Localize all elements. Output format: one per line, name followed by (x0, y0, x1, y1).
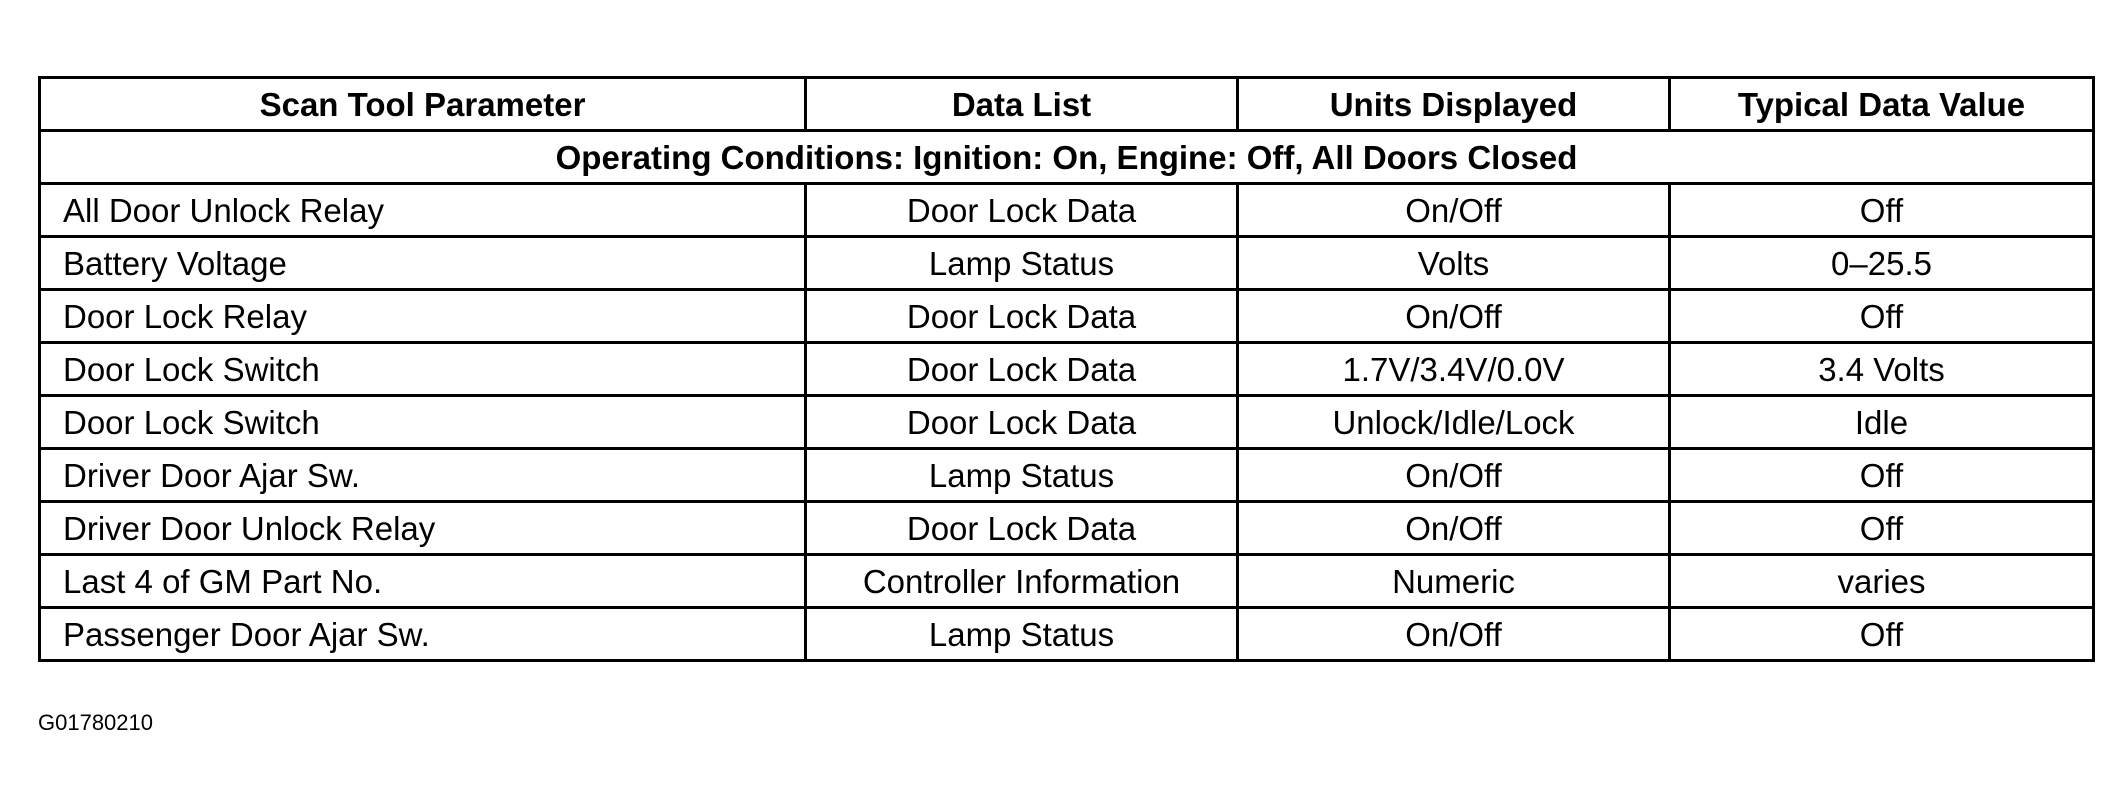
cell-units: On/Off (1238, 502, 1670, 555)
header-scan-tool-parameter: Scan Tool Parameter (40, 78, 806, 131)
cell-parameter: Passenger Door Ajar Sw. (40, 608, 806, 661)
table-row (40, 555, 2094, 608)
cell-parameter: All Door Unlock Relay (40, 184, 806, 237)
cell-data-list: Door Lock Data (806, 343, 1238, 396)
cell-parameter: Door Lock Relay (40, 290, 806, 343)
cell-data-list: Door Lock Data (806, 290, 1238, 343)
cell-typical-value: 0–25.5 (1670, 237, 2094, 290)
cell-parameter: Door Lock Switch (40, 343, 806, 396)
cell-data-list: Lamp Status (806, 237, 1238, 290)
table-row (40, 184, 2094, 237)
cell-data-list: Door Lock Data (806, 502, 1238, 555)
cell-typical-value: Off (1670, 290, 2094, 343)
cell-units: On/Off (1238, 290, 1670, 343)
cell-parameter: Battery Voltage (40, 237, 806, 290)
scan-tool-data-table (38, 76, 2095, 662)
cell-typical-value: 3.4 Volts (1670, 343, 2094, 396)
cell-typical-value: varies (1670, 555, 2094, 608)
cell-data-list: Lamp Status (806, 608, 1238, 661)
cell-typical-value: Idle (1670, 396, 2094, 449)
cell-data-list: Controller Information (806, 555, 1238, 608)
cell-typical-value: Off (1670, 449, 2094, 502)
cell-units: On/Off (1238, 608, 1670, 661)
cell-units: Volts (1238, 237, 1670, 290)
scan-tool-data-table-wrapper (38, 76, 2092, 662)
cell-units: Numeric (1238, 555, 1670, 608)
cell-units: On/Off (1238, 184, 1670, 237)
cell-data-list: Door Lock Data (806, 184, 1238, 237)
cell-typical-value: Off (1670, 184, 2094, 237)
header-typical-data-value: Typical Data Value (1670, 78, 2094, 131)
table-row (40, 608, 2094, 661)
header-data-list: Data List (806, 78, 1238, 131)
cell-units: On/Off (1238, 449, 1670, 502)
table-row (40, 237, 2094, 290)
cell-parameter: Driver Door Unlock Relay (40, 502, 806, 555)
conditions-row (40, 131, 2094, 184)
cell-parameter: Driver Door Ajar Sw. (40, 449, 806, 502)
figure-id: G01780210 (38, 710, 153, 735)
cell-parameter: Door Lock Switch (40, 396, 806, 449)
table-row (40, 290, 2094, 343)
header-row (40, 78, 2094, 131)
cell-units: 1.7V/3.4V/0.0V (1238, 343, 1670, 396)
cell-data-list: Lamp Status (806, 449, 1238, 502)
table-row (40, 343, 2094, 396)
table-row (40, 449, 2094, 502)
cell-parameter: Last 4 of GM Part No. (40, 555, 806, 608)
cell-typical-value: Off (1670, 502, 2094, 555)
cell-units: Unlock/Idle/Lock (1238, 396, 1670, 449)
header-units-displayed: Units Displayed (1238, 78, 1670, 131)
table-row (40, 502, 2094, 555)
table-row (40, 396, 2094, 449)
cell-data-list: Door Lock Data (806, 396, 1238, 449)
cell-typical-value: Off (1670, 608, 2094, 661)
operating-conditions: Operating Conditions: Ignition: On, Engine: Off, All Doors Closed (40, 131, 2094, 184)
